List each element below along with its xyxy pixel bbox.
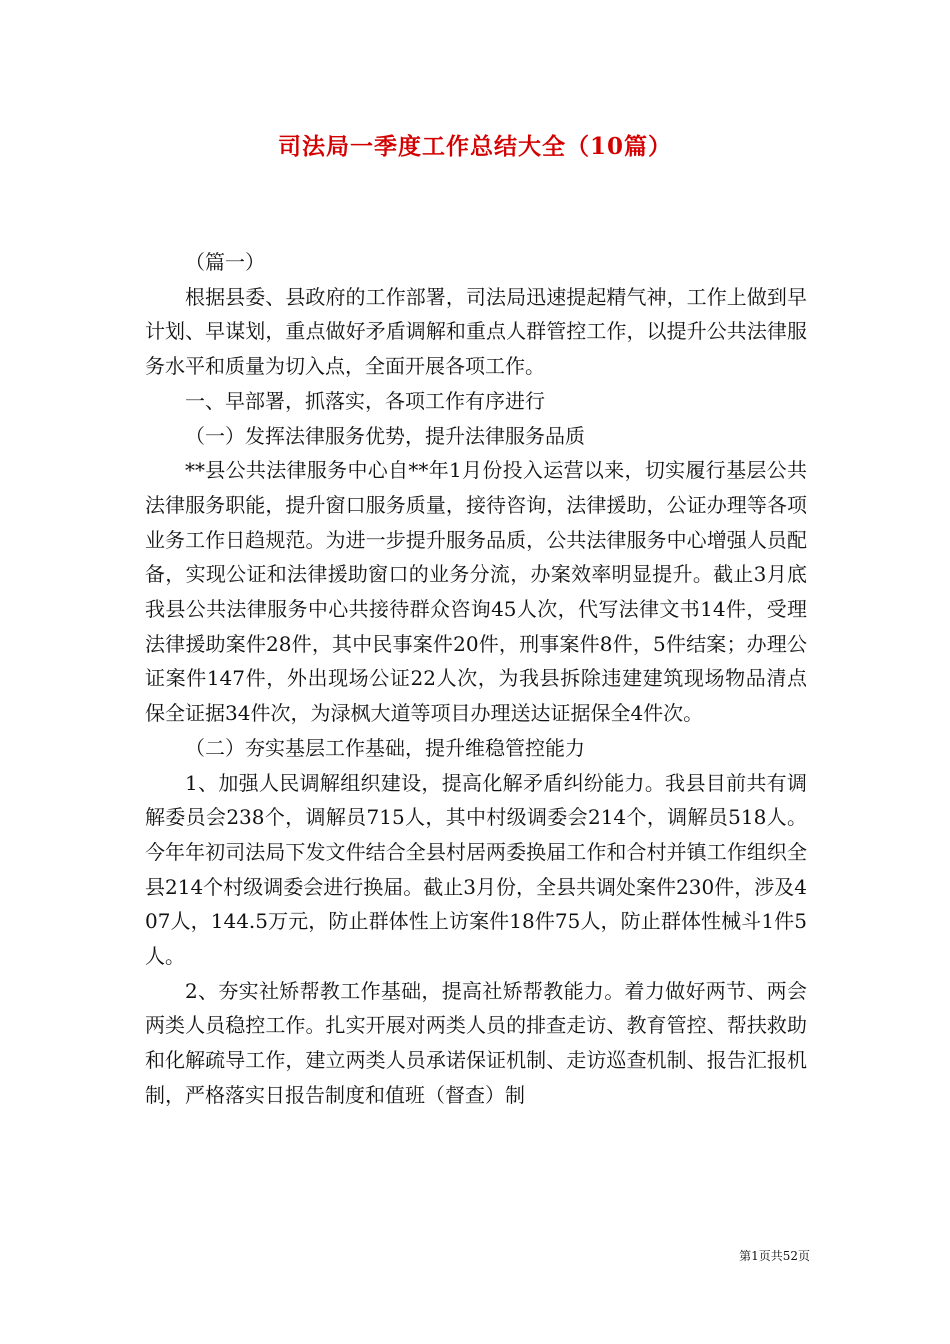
paragraph: 根据县委、县政府的工作部署，司法局迅速提起精气神，工作上做到早计划、早谋划，重点做好矛盾调解和重点人群管控工作，以提升公共法律服务水平和质量为切入点，全面开展各项工作。 <box>145 284 807 379</box>
paragraph: **县公共法律服务中心自**年1月份投入运营以来，切实履行基层公共法律服务职能，提升窗口服务质量，接待咨询，法律援助，公证办理等各项业务工作日趋规范。为进一步提升服务品质，公共法律服务中心增强人员配备，实现公证和法律援助窗口的业务分流，办案效率明显提升。截止3月底我县公共法律服务中心共接待群众咨询45人次，代写法律文书14件，受理法律援助案件28件，其中民事案件20件，刑事案件8件，5件结案；办理公证案件147件，外出现场公证22人次，为我县拆除违建建筑现场物品清点保全证据34件次，为渌枫大道等项目办理送达证据保全4件次。 <box>145 458 807 726</box>
page-number-footer: 第1页共52页 <box>739 1249 810 1263</box>
document-title: 司法局一季度工作总结大全（10篇） <box>277 133 672 160</box>
paragraph: 2、夯实社矫帮教工作基础，提高社矫帮教能力。着力做好两节、两会两类人员稳控工作。扎实开展对两类人员的排查走访、教育管控、帮扶救助和化解疏导工作，建立两类人员承诺保证机制、走访巡查机制、报告汇报机制，严格落实日报告制度和值班（督查）制 <box>145 978 807 1107</box>
heading-level-1: 一、早部署，抓落实，各项工作有序进行 <box>185 388 545 413</box>
section-label: （篇一） <box>185 250 265 274</box>
heading-level-2: （一）发挥法律服务优势，提升法律服务品质 <box>185 423 585 448</box>
document-body <box>145 245 807 1113</box>
paragraph: 1、加强人民调解组织建设，提高化解矛盾纠纷能力。我县目前共有调解委员会238个，调解员715人，其中村级调委会214个，调解员518人。今年年初司法局下发文件结合全县村居两委换届工作和合村并镇工作组织全县214个村级调委会进行换届。截止3月份，全县共调处案件230件，涉及407人，144.5万元，防止群体性上访案件18件75人，防止群体性械斗1件5人。 <box>145 770 807 969</box>
heading-level-2: （二）夯实基层工作基础，提升维稳管控能力 <box>185 735 585 760</box>
